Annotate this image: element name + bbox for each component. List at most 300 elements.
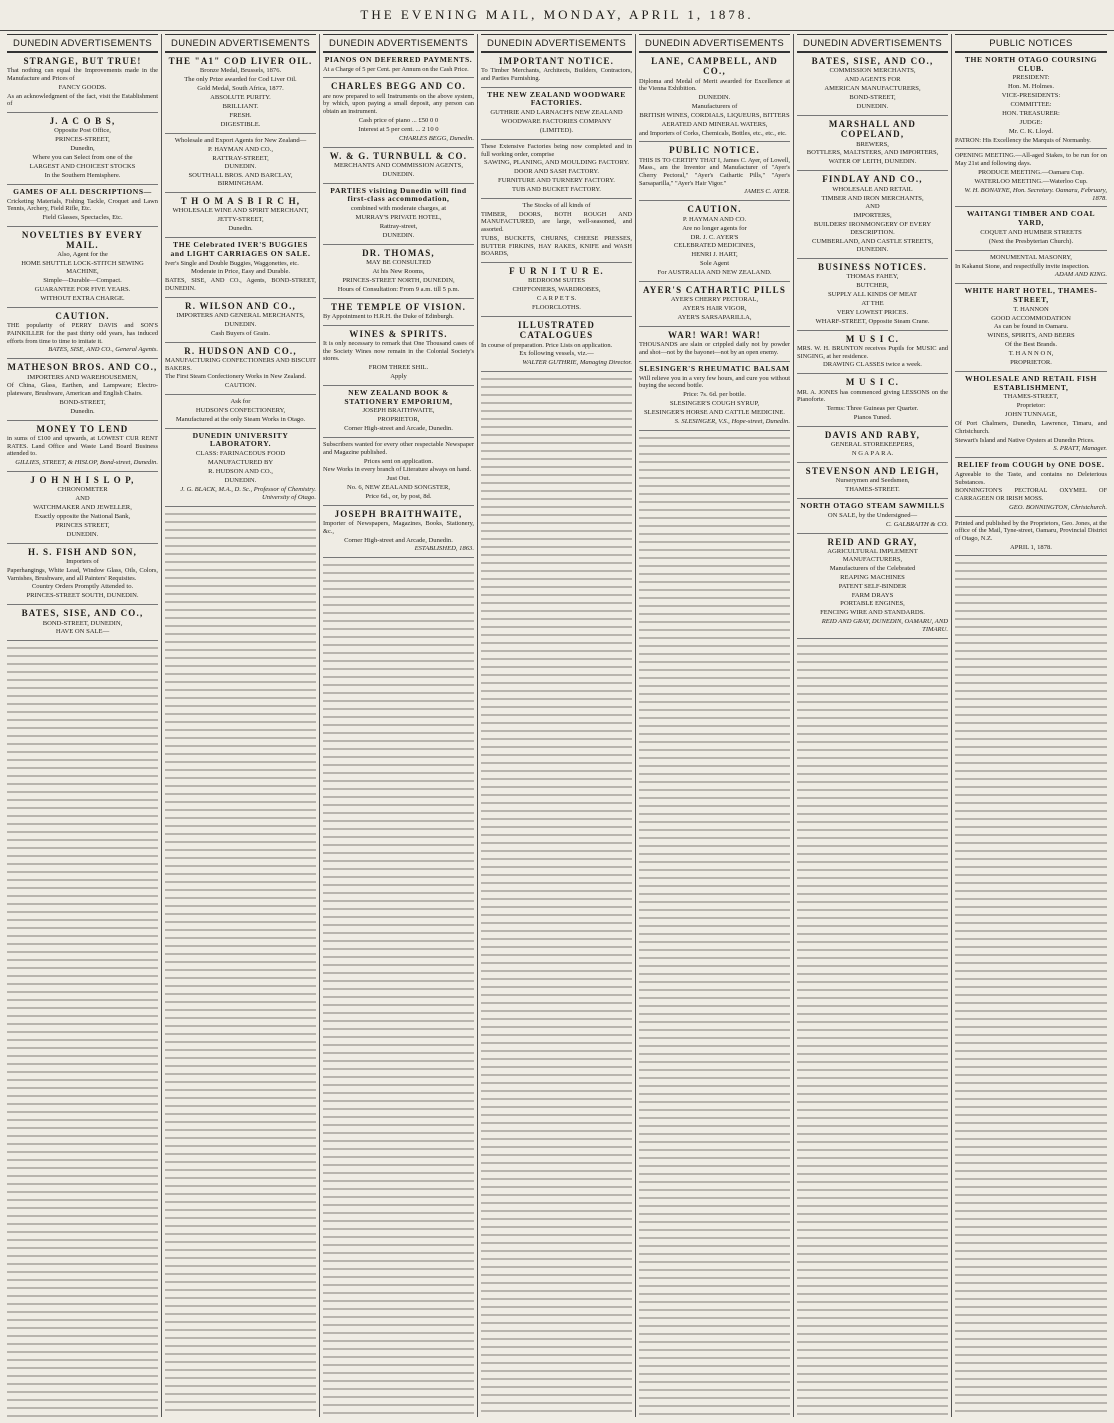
ad-title: ILLUSTRATED CATALOGUES [517,319,596,341]
ad-line: Cash Buyers of Grain. [211,329,270,337]
ad-line: Rattray-street, [379,222,418,230]
ad-line: In course of preparation. Price Lists on application. [481,341,613,349]
advertisement [639,204,790,282]
advertisement [955,254,1107,285]
ad-line: PORTABLE ENGINES, [840,600,905,608]
ad-line: BOND-STREET, DUNEDIN, [42,619,123,627]
ad-title: JOSEPH BRAITHWAITE, [334,508,463,519]
ad-line: DUNEDIN. [698,94,731,102]
advertisement [7,424,158,472]
ad-line: These Extensive Factories being now completed and in full working order, comprise [481,142,632,158]
ad-line: JOSEPH BRAITHWAITE, [362,407,435,415]
ad-title: DR. THOMAS, [362,247,435,258]
ad-title: MATHESON BROS. AND CO., [7,362,158,373]
ad-title: DUNEDIN UNIVERSITY LABORATORY. [192,430,289,449]
ad-line: Ask for [230,397,251,405]
ad-title: NEW ZEALAND BOOK & STATIONERY EMPORIUM, [344,387,453,406]
advertisement [323,187,474,245]
advertisement [165,301,316,343]
ad-line: WHARF-STREET, Opposite Steam Crane. [815,317,930,325]
ad-column [478,34,636,1417]
ad-title: REID AND GRAY, [827,536,918,547]
ad-line: Mr. C. K. Lloyd. [1008,127,1054,135]
advertisement [165,346,316,395]
ad-line: DR. J. C. AYER'S [690,233,739,241]
advertisement [481,320,632,372]
ad-title: J O H N H I S L O P, [30,474,135,485]
ad-line: GUTHRIE AND LARNACH'S NEW ZEALAND [490,109,623,117]
ad-line: C A R P E T S. [536,295,577,303]
ad-line: MAY BE CONSULTED [366,259,431,267]
ad-line: THIS IS TO CERTIFY THAT I, James C. Ayer, of Lowell, Mass., am the Inventor and Manufacturer of "Ayer's Cherry Pectoral," "Ayer's Cathartic Pills," "Ayer's Sarsaparilla," "Ayer's Hair Vigor." [639,156,790,187]
advertisement [323,56,474,78]
ad-line: PATRON: His Excellency the Marquis of Normanby. [955,136,1091,144]
ad-line: TIMBER AND IRON MERCHANTS, [821,194,924,202]
advertisement [481,202,632,263]
advertisement [955,375,1107,458]
advertisement [7,56,158,113]
ad-line: HOME SHUTTLE LOCK-STITCH SEWING MACHINE, [21,260,144,276]
ad-line: Hon. M. Holmes. [1008,83,1054,91]
advertisement [955,461,1107,516]
ad-line: CELEBRATED MEDICINES, [673,242,756,250]
ad-line: TUB AND BUCKET FACTORY. [512,185,601,193]
ad-line: Just Out. [386,475,411,483]
advertisement [165,56,316,134]
ad-line: AND [865,203,880,211]
ad-line: FANCY GOODS. [58,83,107,91]
advertisement [165,137,316,193]
ad-line: TIMBER, DOORS, BOTH ROUGH AND MANUFACTURED, are large, well-seasoned, and assorted. [481,210,632,234]
ad-line: Bronze Medal, Brussels, 1876. [199,67,282,75]
ad-line: It is only necessary to remark that One Thousand cases of the Society Wines now remain in the Colonial Society's stores. [323,340,474,363]
ad-line: Terms: Three Guineas per Quarter. [826,405,919,412]
ad-line: DUNEDIN. [382,231,415,239]
ad-signature: W. H. BONAYNE, Hon. Secretary. Oamaru, February, 1878. [964,186,1107,202]
ad-title: CAUTION. [687,204,742,215]
ad-line: DRAWING CLASSES twice a week. [823,361,922,369]
ad-line: (Next the Presbyterian Church). [988,237,1074,245]
ad-line: WHOLESALE AND RETAIL [832,185,913,193]
ad-line: VICE-PRESIDENTS: [1001,92,1061,100]
advertisement [7,116,158,185]
ad-line: Also, Agent for the [57,251,108,259]
ad-line: The First Steam Confectionery Works in New Zealand. [165,373,306,381]
ad-line: In the Southern Hemisphere. [44,171,121,179]
ad-line: T. HANNON [1013,305,1049,313]
ad-title: DAVIS AND RABY, [824,429,921,440]
ad-title: MARSHALL AND COPELAND, [828,118,917,140]
ad-line: REAPING MACHINES [840,573,905,581]
ad-title: THE "A1" COD LIVER OIL. [168,56,313,66]
ad-title: J. A C O B S, [49,116,116,126]
small-print-texture [639,434,790,1417]
advertisement [323,81,474,147]
small-print-texture [955,559,1107,1417]
ad-line: MANUFACTURING CONFECTIONERS AND BISCUIT BAKERS. [165,357,316,372]
ad-line: Exactly opposite the National Bank, [34,513,131,521]
ad-title: BUSINESS NOTICES. [818,261,927,272]
advertisement [639,145,790,201]
ad-title: IMPORTANT NOTICE. [498,56,615,66]
ad-line: RATTRAY-STREET, [212,154,269,162]
ad-title: T H O M A S B I R C H, [180,196,301,207]
advertisement [797,262,948,331]
ad-line: PRODUCE MEETING.—Oamaru Cup. [978,168,1084,176]
ad-line: Price 6d., or, by post, 8d. [365,492,432,500]
ad-line: DUNEDIN. [224,320,257,328]
ad-line: At a Charge of 5 per Cent. per Annum on the Cash Price. [323,65,469,73]
ad-line: Dunedin, [70,145,95,153]
ad-line: BONNINGTON'S PECTORAL OXYMEL OF CARRAGEEN OR IRISH MOSS. [955,487,1107,502]
advertisement [797,56,948,116]
ad-line: Sole Agent [699,260,730,268]
ad-line: ON SALE, by the Undersigned— [827,511,918,519]
advertisement [955,210,1107,250]
ad-line: BREWERS, [856,140,889,148]
ad-line: MONUMENTAL MASONRY, [990,253,1072,261]
ad-title: BATES, SISE, AND CO., [811,56,934,66]
advertisement [165,196,316,238]
ad-line: BOND-STREET, [59,398,106,406]
ad-title: CAUTION. [55,310,110,321]
ad-line: VERY LOWEST PRICES. [836,308,909,316]
advertisement [797,174,948,259]
ad-signature: WALTER GUTHRIE, Managing Director. [522,359,632,367]
ad-line: The Stocks of all kinds of [522,201,591,209]
advertisement [639,285,790,327]
ad-signature: GILLIES, STREET, & HISLOP, Bond-street, Dunedin. [15,459,158,467]
small-print-texture [323,561,474,1417]
ad-title: R. HUDSON AND CO., [184,345,297,356]
advertisement [165,432,316,507]
ad-title: H. S. FISH AND SON, [27,546,138,557]
ad-line: THAMES-STREET. [845,486,900,494]
ad-line: HAVE ON SALE— [55,628,110,636]
advertisement [323,151,474,184]
ad-line: MURRAY'S PRIVATE HOTEL, [355,214,442,222]
ad-line: AMERICAN MANUFACTURERS, [824,85,921,93]
ad-line: COMMISSION MERCHANTS, [829,67,916,75]
advertisement [323,509,474,559]
ad-column [162,34,320,1417]
ad-line: TUBS, BUCKETS, CHURNS, CHEESE PRESSES, BUTTER FIRKINS, HAY RAKES, KNIFE and WASH BOARDS, [481,234,632,258]
advertisement [797,334,948,375]
ad-line: BATES, SISE, AND CO., Agents, BOND-STREET, DUNEDIN. [165,277,316,292]
ad-column [636,34,794,1417]
ad-line: Prices sent on application. [363,457,434,465]
ad-signature: S. PRATT, Manager. [1053,445,1107,453]
ad-line: SAWING, PLANING, AND MOULDING FACTORY. [483,159,630,167]
ad-line: PRINCES-STREET, [55,136,110,144]
ad-title: NOVELTIES BY EVERY MAIL. [21,229,144,251]
advertisement [323,441,474,506]
ad-line: Price: 7s. 6d. per bottle. [683,390,746,398]
ad-line: BOTTLERS, MALTSTERS, AND IMPORTERS, [806,149,939,157]
ad-line: Gold Medal, South Africa, 1877. [197,85,284,93]
ad-line: ABSOLUTE PURITY. [210,94,271,102]
ad-line: AERATED AND MINERAL WATERS, [661,120,768,128]
ad-line: Paperhangings, White Lead, Window Glass, Oils, Colors, Varnishes, Brushware, and all Painters' Requisites. [7,567,158,582]
column-heading: DUNEDIN ADVERTISEMENTS [481,34,632,53]
ad-line: Apply [390,373,407,381]
ad-line: Country Orders Promptly Attended to. [31,583,134,591]
ad-line: DIGESTIBLE. [220,120,261,128]
ad-line: Simple—Durable—Compact. [43,277,122,285]
ad-title: WAITANGI TIMBER AND COAL YARD, [966,209,1096,228]
ad-line: P. HAYMAN AND CO. [682,215,747,223]
ad-line: Of Port Chalmers, Dunedin, Lawrence, Timaru, and Christchurch. [955,420,1107,435]
ad-line: Manufactured at the only Steam Works in Otago. [175,415,306,423]
ad-line: MERCHANTS AND COMMISSION AGENTS, [334,161,463,169]
column-heading: DUNEDIN ADVERTISEMENTS [7,34,158,53]
ad-line: OPENING MEETING.—All-aged Stakes, to be run for on May 21st and following days. [955,152,1107,168]
ad-signature: ESTABLISHED, 1863. [414,545,474,553]
advertisement [797,377,948,427]
ad-line: Pianos Tuned. [853,413,892,421]
masthead: THE EVENING MAIL, MONDAY, APRIL 1, 1878. [0,0,1114,31]
ad-line: and Importers of Corks, Chemicals, Bottles, etc., etc., etc. [639,129,787,137]
ad-column [794,34,952,1417]
ad-title: R. WILSON AND CO., [185,300,296,311]
ad-signature: C. GALBRAITH & CO. [885,520,948,528]
ad-title: PIANOS ON DEFERRED PAYMENTS. [324,55,473,64]
ad-line: T. H A N N O N, [1008,350,1054,358]
ad-line: PROPRIETOR. [1010,359,1052,367]
ad-title: THE TEMPLE OF VISION. [330,301,467,312]
ad-signature: CHARLES BEGG, Dunedin. [398,134,474,142]
ad-line: N G A P A R A. [851,450,894,458]
ad-line: IMPORTERS AND WAREHOUSEMEN, [27,373,138,381]
advertisement [323,248,474,299]
ad-title: THE NORTH OTAGO COURSING CLUB. [964,55,1098,73]
advertisement [7,362,158,420]
ad-line: CHRONOMETER [57,486,108,494]
ad-line: THOUSANDS are slain or crippled daily not by powder and shot—not by the bayonet—not by an open enemy. [639,341,790,357]
ad-line: DOOR AND SASH FACTORY. [513,168,599,176]
ad-line: Of the Best Brands. [1004,341,1057,349]
ad-line: PRINCES-STREET NORTH, DUNEDIN, [342,276,455,284]
ad-line: SLESINGER'S COUGH SYRUP, [669,399,760,407]
ad-line: SOUTHALL BROS. AND BARCLAY, BIRMINGHAM. [188,172,293,188]
ad-line: Hours of Consultation: From 9 a.m. till 5 p.m. [337,285,460,293]
ad-title: RELIEF from COUGH by ONE DOSE. [957,460,1105,470]
ad-line: Subscribers wanted for every other respectable Newspaper and Magazine published. [323,441,474,456]
ad-line: To Timber Merchants, Architects, Builders, Contractors, and Parties Furnishing. [481,67,632,83]
advertisement [323,302,474,326]
ad-line: WITHOUT EXTRA CHARGE. [40,295,125,302]
ad-line: R. HUDSON AND CO., [208,467,273,475]
ad-title: BATES, SISE, AND CO., [21,608,144,619]
ad-line: WOODWARE FACTORIES COMPANY [501,118,612,126]
ad-column [952,34,1110,1417]
ad-line: MRS. W. H. BRUNTON receives Pupils for MUSIC and SINGING, at her residence. [797,345,948,360]
ad-line: Importer of Newspapers, Magazines, Books, Stationery, &c., [323,520,474,535]
ad-line: CAUTION. [224,382,257,390]
ad-line: AYER'S CHERRY PECTORAL, [670,296,759,304]
advertisement [7,547,158,605]
ad-line: (LIMITED). [539,126,574,134]
ad-line: combined with moderate charges, at [350,205,447,213]
small-print-texture [797,642,948,1417]
ad-line: COQUET AND HUMBER STREETS [980,228,1082,236]
ad-title: AYER'S CATHARTIC PILLS [642,285,787,296]
ad-line: IMPORTERS, [853,212,892,220]
ad-title: WAR! WAR! WAR! [668,330,761,341]
ad-line: Corner High-street and Arcade, Dunedin. [344,425,453,433]
ad-line: In Kakanui Stone, and respectfully invite inspection. [955,262,1090,270]
ad-line: Of China, Glass, Earthen, and Lampware; Electro-plateware, Brushware, American and English Chairs. [7,382,158,398]
ad-line: JOHN TUNNAGE, [1005,411,1057,419]
ad-line: Corner High-street and Arcade, Dunedin. [344,536,453,544]
column-heading: PUBLIC NOTICES [955,34,1107,53]
ad-line: Moderate in Price, Easy and Durable. [190,268,291,276]
ad-title: LANE, CAMPBELL, AND CO., [651,56,778,77]
ad-line: AT THE [861,299,884,307]
ad-line: THAMES-STREET, [1003,393,1059,401]
ad-line: are now prepared to sell Instruments on the above system, by which, upon paying a small deposit, any person can obtain an instrument. [323,92,474,116]
ad-line: Field Glasses, Spectacles, Etc. [42,213,123,221]
ad-line: MANUFACTURED BY [207,459,274,467]
ad-line: WHOLESALE WINE AND SPIRIT MERCHANT, [172,207,309,215]
ad-title: FINDLAY AND CO., [822,174,923,185]
ad-line: WATERLOO MEETING.—Waterloo Cup. [974,177,1088,185]
ad-title: CHARLES BEGG AND CO. [330,81,467,92]
ad-line: BEDROOM SUITES [528,277,585,285]
ad-title: MONEY TO LEND [36,423,129,434]
advertisement [7,230,158,308]
ad-line: DUNEDIN. [224,163,257,171]
ad-signature: REID AND GRAY, DUNEDIN, OAMARU, AND TIMARU. [821,618,948,634]
ad-line: DUNEDIN. [224,476,257,484]
ad-line: PROPRIETOR, [377,416,420,424]
ad-title: GAMES OF ALL DESCRIPTIONS— [13,186,152,196]
ad-title: M U S I C. [845,377,900,388]
advertisement [165,241,316,297]
ad-title: SLESINGER'S RHEUMATIC BALSAM [639,363,790,373]
advertisement [481,266,632,317]
ad-title: THE NEW ZEALAND WOODWARE FACTORIES. [487,89,626,108]
ad-line: DUNEDIN. [66,530,99,538]
column-heading: DUNEDIN ADVERTISEMENTS [323,34,474,53]
ad-line: HON. TREASURER: [1002,110,1060,118]
ad-line: DUNEDIN. [856,102,889,110]
ad-line: New Works in every branch of Literature always on hand. [323,466,472,474]
ad-title: NORTH OTAGO STEAM SAWMILLS [800,501,945,511]
ad-line: WATCHMAKER AND JEWELLER, [33,504,132,512]
ad-line: Diploma and Medal of Merit awarded for Excellence at the Vienna Exhibition. [639,77,790,93]
ad-signature: BATES, SISE, AND CO., General Agents. [48,346,158,354]
ad-line: Cricketing Materials, Fishing Tackle, Croquet and Lawn Tennis, Archery, Field Rifle, Etc. [7,197,158,213]
advertisement [797,466,948,499]
ad-line: Dunedin. [228,225,253,233]
advertisement [7,475,158,544]
ad-line: Dunedin. [70,407,95,415]
advertisement [7,608,158,641]
ad-line: SUPPLY ALL KINDS OF MEAT [828,291,917,299]
ad-line: CLASS: FARINACEOUS FOOD [195,450,286,458]
ad-line: HUDSON'S CONFECTIONERY, [195,406,286,414]
ad-line: Ex following vessels, viz.— [519,350,594,358]
ad-column [4,34,162,1417]
ad-line: At his New Rooms, [372,268,425,275]
ad-line: MR. A. JONES has commenced giving LESSONS on the Pianoforte. [797,388,948,404]
ad-line: AND AGENTS FOR [844,76,901,84]
ad-line: Iver's Single and Double Buggies, Waggonettes, etc. [165,259,299,267]
ad-line: For AUSTRALIA AND NEW ZEALAND. [657,269,772,277]
ad-line: in sums of £100 and upwards, at LOWEST CUR RENT RATES. Land Office and Waste Land Board Business attended to. [7,435,158,458]
ad-line: GENERAL STOREKEEPERS, [830,441,915,449]
ad-line: Printed and published by the Proprietors, Geo. Jones, at the office of the Mail, Tyne-street, Oamaru, Provincial District of Otago, N.Z. [955,519,1107,542]
ad-line: Where you can Select from one of the [32,154,133,162]
ad-line: As an acknowledgment of the fact, visit the Establishment of [7,92,158,108]
ad-title: WHITE HART HOTEL, THAMES-STREET, [964,286,1098,304]
ad-line: WATER OF LEITH, DUNEDIN. [828,158,917,166]
ad-line: By Appointment to H.R.H. the Duke of Edinburgh. [323,313,454,321]
ad-line: The only Prize awarded for Cod Liver Oil. [184,76,297,84]
advertisement [955,520,1107,557]
ad-line: AYER'S HAIR VIGOR, [682,305,747,313]
ad-title: WHOLESALE AND RETAIL FISH ESTABLISHMENT, [965,374,1097,392]
ad-signature: JAMES C. AYER. [743,188,790,196]
ad-line: That nothing can equal the Improvements made in the Manufacture and Prices of [7,67,158,83]
ad-line: BRITISH WINES, CORDIALS, LIQUEURS, BITTERS [639,111,790,119]
ad-line: P. HAYMAN AND CO., [208,145,273,153]
advertisement [481,91,632,140]
ad-line: FRESH. [229,111,252,119]
ad-line: AGRICULTURAL IMPLEMENT MANUFACTURERS, [827,548,918,563]
ad-signature: J. G. BLACK, M.A., D. Sc., Professor of Chemistry. University of Otago. [180,485,316,501]
ad-line: LARGEST AND CHOICEST STOCKS [29,162,136,170]
ad-line: Are no longer agents for [682,224,747,232]
ad-line: JUDGE: [1019,118,1043,126]
ad-line: Cash price of piano ... £50 0 0 [358,116,439,124]
advertisement [797,502,948,534]
ad-line: Importers of [66,558,99,566]
ad-line: APRIL 1, 1878. [1010,543,1052,551]
ad-line: PRINCES STREET, [55,521,110,529]
advertisement [481,143,632,199]
column-heading: DUNEDIN ADVERTISEMENTS [797,34,948,53]
ad-signature: ADAM AND KING. [1054,271,1107,279]
advertisement [639,56,790,142]
ad-line: No. 6, NEW ZEALAND SONGSTER, [347,484,450,491]
advertisement [7,311,158,359]
ad-line: WINES, SPIRITS, AND BEERS [987,332,1075,340]
ad-line: Interest at 5 per cent. ... 2 10 0 [358,125,439,133]
ad-line: FENCING WIRE AND STANDARDS. [820,609,925,617]
ad-signature: S. SLESINGER, V.S., Hope-street, Dunedin. [674,417,790,425]
ad-title: PARTIES visiting Dunedin will find first-class accommodation, [330,185,467,204]
ad-line: THE popularity of PERRY DAVIS and SON'S PAINKILLER for the past thirty odd years, has induced efforts from time to time to imitate it. [7,322,158,345]
ad-line: DUNEDIN. [382,170,415,178]
ad-line: Will relieve you in a very few hours, and cure you without buying the second bottle. [639,374,790,390]
ad-signature: GEO. BONNINGTON, Christchurch. [1009,503,1107,511]
ad-line: AND [75,495,90,503]
ad-line: GUARANTEE FOR FIVE YEARS. [34,286,131,294]
small-print-texture [7,644,158,1417]
ad-line: FARM DRAYS [851,591,894,599]
advertisement [323,329,474,386]
ad-title: F U R N I T U R E. [509,265,604,276]
ad-line: FURNITURE AND TURNERY FACTORY. [498,177,615,185]
ad-title: WINES & SPIRITS. [349,328,448,339]
small-print-texture [481,375,632,1417]
columns-container [4,34,1110,1417]
ad-column [320,34,478,1417]
ad-title: PUBLIC NOTICE. [669,145,760,156]
advertisement [639,365,790,431]
